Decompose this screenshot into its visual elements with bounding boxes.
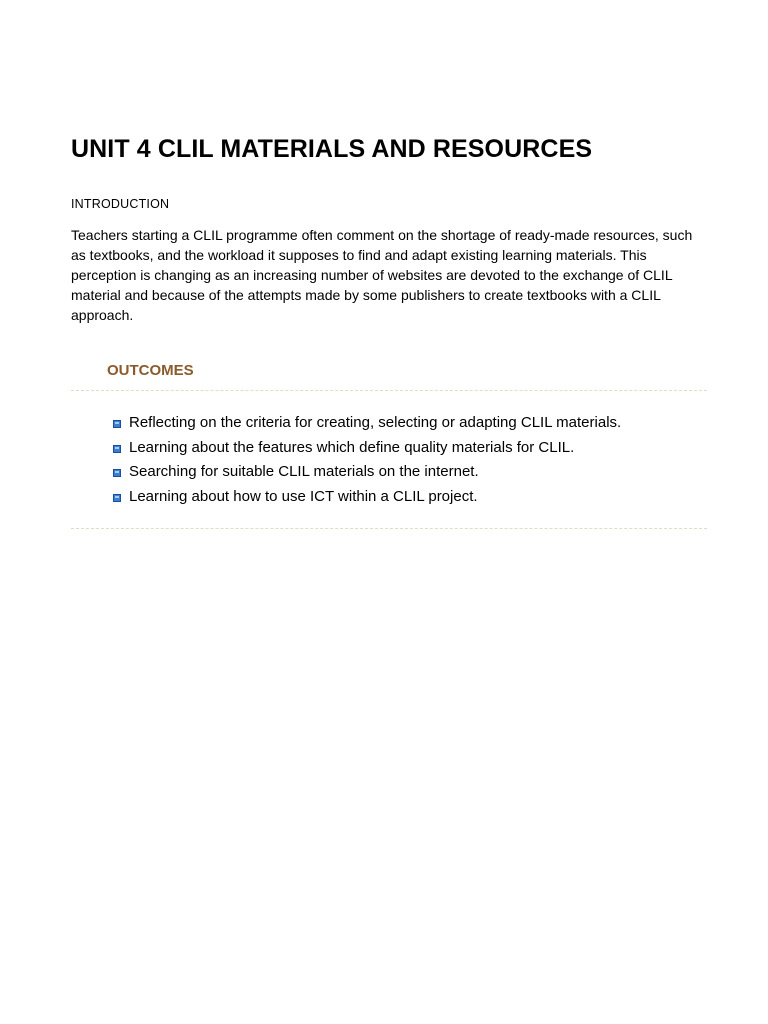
outcome-item: [113, 411, 621, 436]
blue-square-bullet-icon: [113, 469, 121, 477]
outcome-text: Learning about how to use ICT within a CLIL project.: [129, 487, 478, 505]
outcome-text: Reflecting on the criteria for creating, selecting or adapting CLIL materials.: [129, 414, 622, 431]
blue-square-bullet-icon: [113, 445, 121, 453]
outcome-item: [113, 460, 621, 485]
outcomes-top-divider: [71, 390, 707, 391]
outcomes-heading: OUTCOMES: [107, 362, 194, 379]
unit-title: UNIT 4 CLIL MATERIALS AND RESOURCES: [71, 135, 593, 163]
outcomes-list: [113, 411, 621, 509]
outcome-item: [113, 436, 621, 461]
outcomes-bottom-divider: [71, 528, 707, 529]
outcome-text: Searching for suitable CLIL materials on the internet.: [129, 463, 479, 480]
outcome-text: Learning about the features which define quality materials for CLIL.: [129, 438, 575, 456]
blue-square-bullet-icon: [113, 420, 121, 428]
introduction-paragraph: Teachers starting a CLIL programme often comment on the shortage of ready-made resources, such as textbooks, and the workload it supposes to find and adapt existing learning materials. This perception is changing as an increasing number of websites are devoted to the exchange of CLIL material and because of the attempts made by some publishers to create textbooks with a CLIL approach.: [71, 227, 693, 323]
outcome-item: [113, 485, 621, 510]
introduction-label: INTRODUCTION: [71, 197, 170, 211]
blue-square-bullet-icon: [113, 494, 121, 502]
